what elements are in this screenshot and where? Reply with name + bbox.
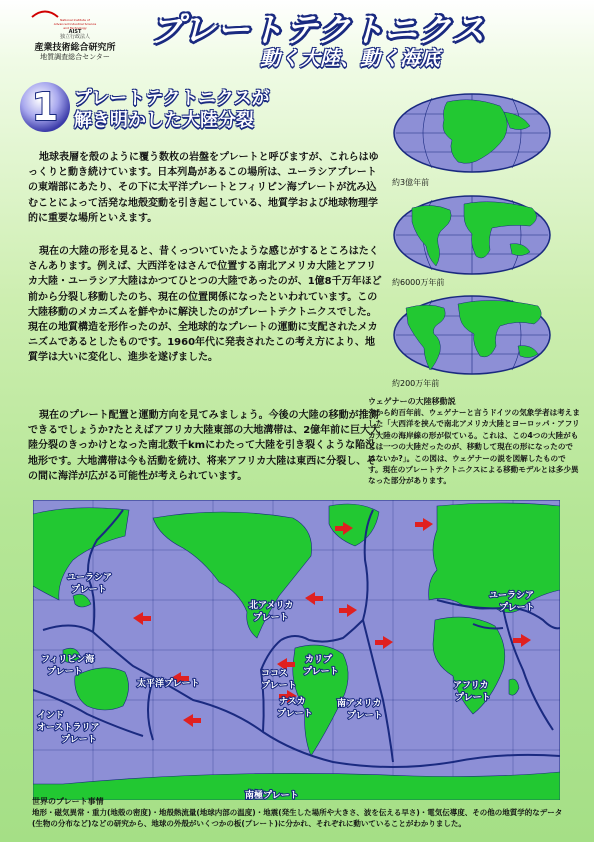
label-pacific: 太平洋プレート [137,679,200,689]
label-caribbean: カリブ [305,655,333,665]
label-eurasia-east: ユーラシア [489,591,535,601]
label-africa: アフリカ [453,681,489,691]
globe-label-2: 約6000万年前 [392,278,445,287]
label-antarctic: 南極プレート [245,791,299,800]
paragraph-continental-drift: 現在の大陸の形を見ると、昔くっついていたような感じがするところはたくさんあります。例えば、大西洋をはさんで位置する南北アメリカ大陸とアフリカ大陸・ユーラシア大陸はかつてひとつの大陸であったのが、1億8千万年ほど前から分裂し移動したのち、現在の位置関係になったといわれています。この大陸移動のメカニズムを鮮やかに解決したのがプレートテクトニクスでした。現在の地質構造を形作ったのが、全地球的なプレートの運動に支配されたメカニズムであるとしたものです。1960年代に発表されたこの考え方により、地質学は大いに変化し、進歩を遂げました。 [28,246,382,364]
label-north-america-2: プレート [253,613,289,623]
globe-2-million-years [392,294,552,376]
globe-label-1: 約3億年前 [392,178,430,187]
wegener-title: ウェゲナーの大陸移動説 [368,397,456,406]
globe-label-3: 約200万年前 [392,379,440,388]
label-eurasia-east-2: プレート [499,603,535,613]
globe-60-million-years [392,194,552,276]
label-eurasia-west-2: プレート [71,585,107,595]
wegener-text: 今から約百年前、ウェゲナーと言うドイツの気象学者は考えました「大西洋を挟んで南北アメリカ大陸とヨーロッパ・アフリカ大陸の海岸線の形が似ている。これは、この4つの大陸がもとは一つの大陸だったのが、移動して現在の形になったのではないか?」。この図は、ウェゲナーの説を図解したものです。現在のプレートテクトニクスによる移動モデルとは多少異なった部分があります。 [368,408,580,486]
label-indo: インド [37,711,65,721]
label-indo-2: オーストラリア [37,723,100,733]
label-indo-3: プレート [61,735,97,745]
page-subtitle: 動く大陸、動く海底 [260,46,440,70]
label-cocos-2: プレート [261,681,297,691]
footer-title: 世界のプレート事情 [32,797,104,806]
aist-logo-icon [30,8,60,18]
footer-text: 地形・磁気異常・重力(地殻の密度)・地殻熱流量(地球内部の温度)・地震(発生した場所や大きさ、波を伝える早さ)・電気伝導度、その他の地質学的なデータ(生物の分布など)などの研究から、地球の外殻がいくつかの板(プレート)に分かれ、それぞれに動いていることがわかりました。 [32,808,563,828]
label-caribbean-2: プレート [303,667,339,677]
label-cocos: ココス [261,669,289,679]
map-footer [32,796,572,829]
org-center: 地質調査総合センター [40,53,110,61]
paragraph-current-plates: 現在のプレート配置と運動方向を見てみましょう。今後の大陸の移動が推測できるでしょうか?たとえばアフリカ大陸東部の大地溝帯は、2億年前に巨大大陸分裂のきっかけとなった南北数千kmにわたって大陸を引き裂くような陥没地形です。大地溝帯は今も活動を続け、将来アフリカ大陸は東西に分裂し、その間に海洋が広がる可能性が考えられています。 [28,410,381,482]
section-number-badge [18,80,72,134]
label-south-america-2: プレート [347,711,383,721]
org-english-name: National Institute of Advanced Industrial Science and Technology AIST [53,18,97,35]
label-nazca-2: プレート [277,709,313,719]
label-north-america: 北アメリカ [249,601,294,611]
label-south-america: 南アメリカ [337,699,382,709]
section-number: 1 [31,85,59,129]
globe-300-million-years [392,92,552,174]
label-philippine: フィリピン海 [41,655,95,665]
label-nazca: ナスカ [279,697,306,707]
org-name: 産業技術総合研究所 [34,43,116,53]
page-title: プレートテクトニクス [150,10,486,49]
label-eurasia-west: ユーラシア [67,573,113,583]
label-africa-2: プレート [455,693,491,703]
section-title: プレートテクトニクスが 解き明かした大陸分裂 [74,88,270,131]
label-philippine-2: プレート [47,667,83,677]
org-type: 独立行政法人 [59,34,90,40]
paragraph-plates-intro: 地球表層を殻のように覆う数枚の岩盤をプレートと呼びますが、これらはゆっくりと動き続けています。日本列島があるこの場所は、ユーラシアプレートの東端部にあたり、その下に太平洋プレートとフィリピン海プレートが沈み込むことによって活発な地殻変動を引き起こしている、地質学および地球物理学的に重要な場所といえます。 [28,152,379,224]
world-plate-map [33,500,560,800]
